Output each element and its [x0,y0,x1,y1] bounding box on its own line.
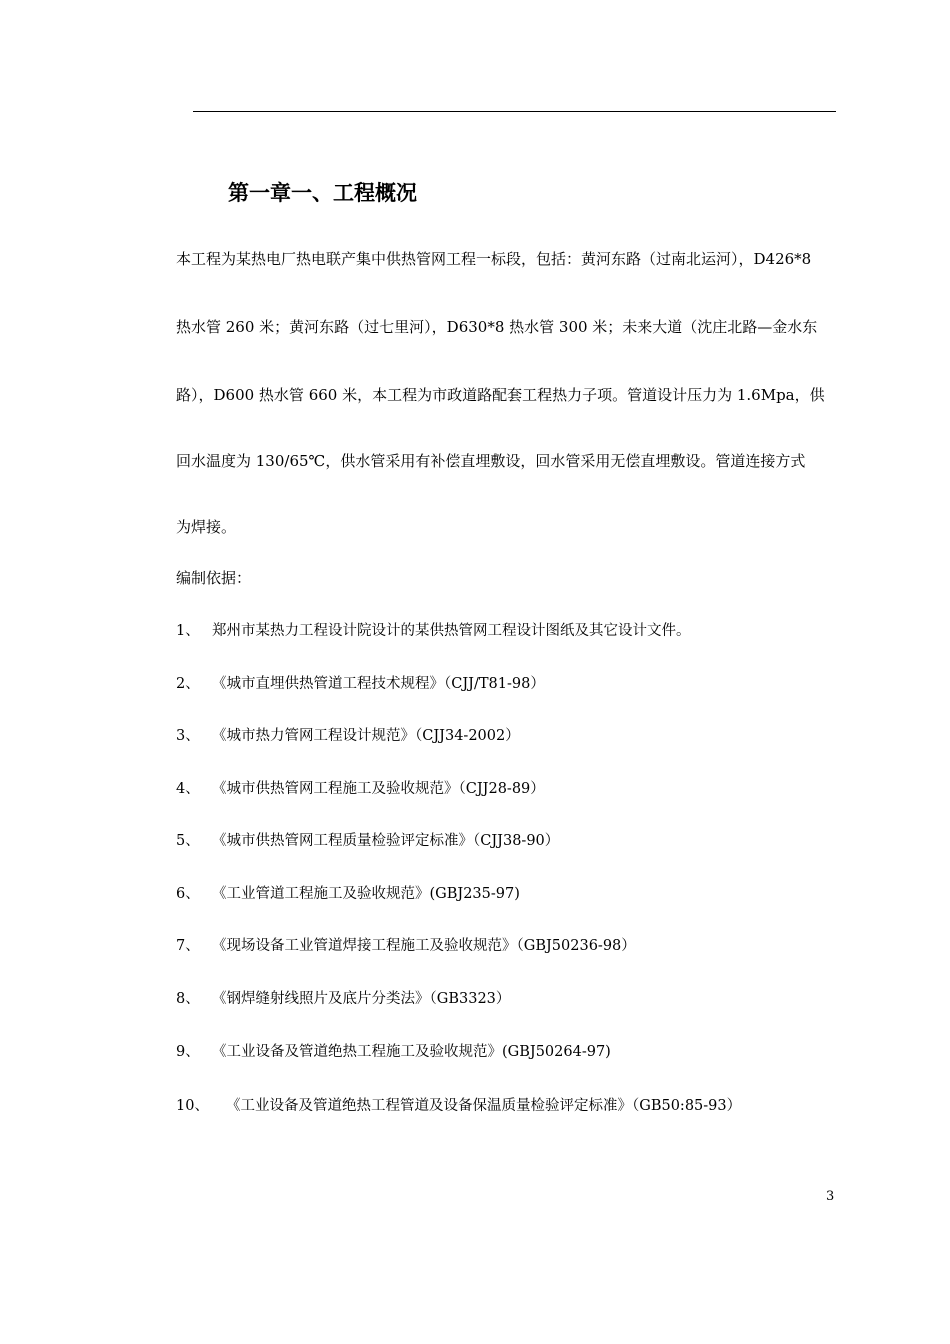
reference-item [176,1041,611,1063]
reference-number: 4、 [176,781,200,797]
reference-item [176,830,559,852]
reference-item [176,1095,741,1117]
overview-line: 路），D600 热水管 660 米，本工程为市政道路配套工程热力子项。管道设计压力为 1.6Mpa，供 [176,386,825,404]
reference-number: 9、 [176,1044,200,1060]
reference-text: 《城市热力管网工程设计规范》（CJJ34-2002） [212,728,520,744]
reference-text: 《工业设备及管道绝热工程管道及设备保温质量检验评定标准》（GB50:85-93） [226,1098,742,1114]
basis-heading: 编制依据： [176,569,252,587]
reference-number: 2、 [176,676,200,692]
reference-item [176,935,636,957]
reference-text: 《工业设备及管道绝热工程施工及验收规范》(GBJ50264-97) [212,1044,611,1060]
reference-item [176,620,691,642]
reference-text: 《钢焊缝射线照片及底片分类法》（GB3323） [212,991,511,1007]
reference-text: 郑州市某热力工程设计院设计的某供热管网工程设计图纸及其它设计文件。 [212,623,691,639]
reference-number: 3、 [176,728,200,744]
overview-line: 本工程为某热电厂热电联产集中供热管网工程一标段，包括：黄河东路（过南北运河），D426*8 [176,250,812,268]
reference-item [176,725,520,747]
reference-text: 《城市供热管网工程质量检验评定标准》（CJJ38-90） [212,833,560,849]
overview-line: 回水温度为 130/65℃，供水管采用有补偿直埋敷设，回水管采用无偿直埋敷设。管道连接方式 [176,452,806,470]
reference-text: 《工业管道工程施工及验收规范》(GBJ235-97) [212,886,520,902]
reference-number: 8、 [176,991,200,1007]
header-rule [193,111,836,112]
reference-text: 《城市供热管网工程施工及验收规范》（CJJ28-89） [212,781,545,797]
chapter-title: 第一章一、工程概况 [228,181,417,205]
reference-item [176,778,545,800]
reference-text: 《现场设备工业管道焊接工程施工及验收规范》（GBJ50236-98） [212,938,636,954]
reference-text: 《城市直埋供热管道工程技术规程》（CJJ/T81-98） [212,676,545,692]
reference-number: 1、 [176,623,200,639]
overview-line: 为焊接。 [176,518,237,536]
reference-number: 5、 [176,833,200,849]
reference-item [176,988,510,1010]
reference-number: 7、 [176,938,200,954]
reference-item [176,673,545,695]
overview-line: 热水管 260 米；黄河东路（过七里河），D630*8 热水管 300 米；未来大道（沈庄北路—金水东 [176,318,818,336]
reference-number: 10、 [176,1098,209,1114]
reference-item [176,883,520,905]
reference-number: 6、 [176,886,200,902]
page-number: 3 [826,1189,835,1204]
